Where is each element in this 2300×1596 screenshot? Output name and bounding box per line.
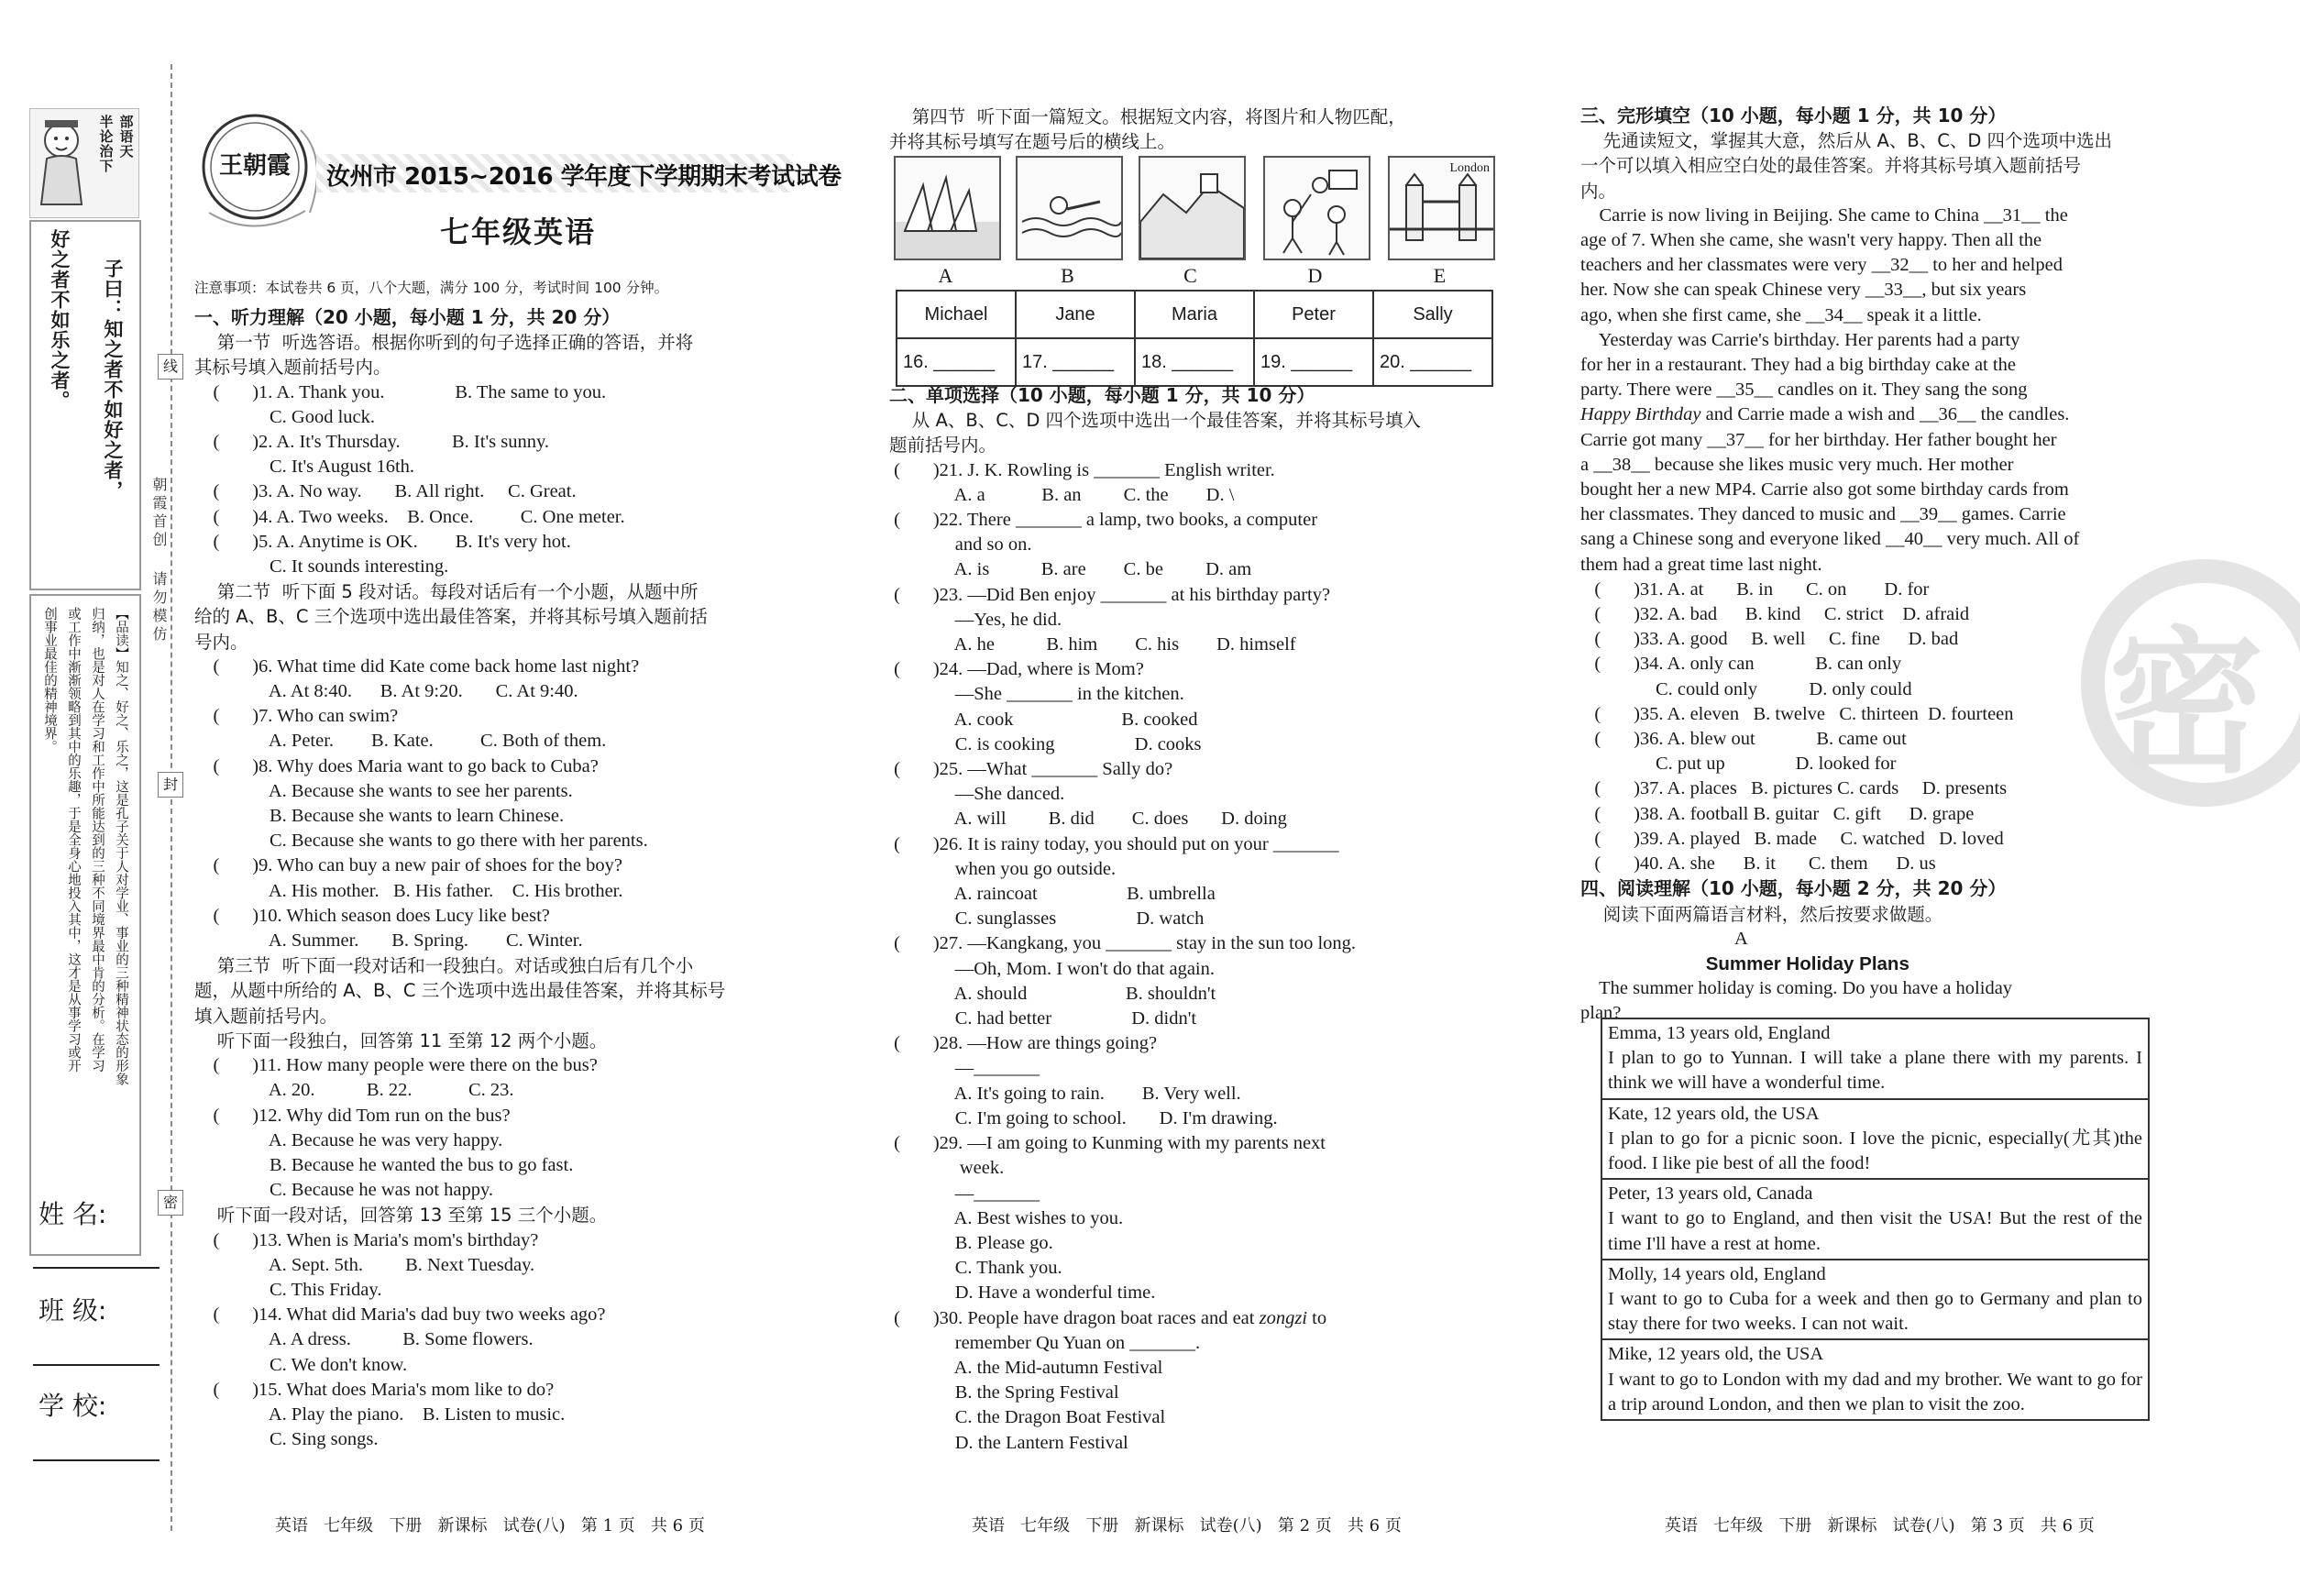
question-line: C. We don't know. (194, 1354, 408, 1375)
question-line: ( )28. —How are things going? (889, 1033, 1158, 1054)
question-line: —Oh, Mom. I won't do that again. (889, 958, 1216, 979)
question-line: A. Summer. B. Spring. C. Winter. (194, 930, 583, 952)
motto-char: 天 (119, 143, 134, 160)
picture-b (1016, 156, 1123, 260)
instruction-line: 内。 (1580, 180, 1617, 202)
question-line: teachers and her classmates were very __32__ to her and helped (1580, 255, 2063, 276)
question-line: for her in a restaurant. They had a big birthday cake at the (1580, 355, 2016, 376)
instruction-line: 一个可以填入相应空白处的最佳答案。并将其标号填入题前括号 (1580, 155, 2082, 177)
question-line: C. could only D. only could (1580, 678, 1912, 699)
question-line: C. put up D. looked for (1580, 754, 1897, 775)
question-line: —_______ (889, 1058, 1040, 1079)
instruction-line: 从 A、B、C、D 四个选项中选出一个最佳答案，并将其标号填入 (889, 410, 1422, 432)
picture-d (1263, 156, 1370, 260)
question-line: ( )33. A. good B. well C. fine D. bad (1580, 629, 1959, 650)
section-4-instruction-line: 第四节 听下面一篇短文。根据短文内容，将图片和人物匹配， (889, 106, 1406, 127)
question-line: A. cook B. cooked (889, 709, 1198, 730)
question-line: C. had better D. didn't (889, 1008, 1197, 1029)
motto-box (29, 108, 139, 218)
question-line: ( )10. Which season does Lucy like best? (194, 905, 550, 926)
question-line: C. the Dragon Boat Festival (889, 1407, 1166, 1428)
pindu-line-4: 创事业最佳的精神境界。 (42, 607, 57, 754)
basketball-icon (1265, 158, 1369, 259)
plan-text: I want to go to England, and then visit the USA! But the rest of the time I'll have a rest at home. (1608, 1208, 2142, 1254)
question-line: A. is B. are C. be D. am (889, 559, 1252, 580)
instruction-line: 第一节 听选答语。根据你听到的句子选择正确的答语，并将 (194, 332, 694, 354)
instruction-line: 听下面一段独白，回答第 11 至第 12 两个小题。 (194, 1029, 608, 1051)
question-line: A. At 8:40. B. At 9:20. C. At 9:40. (194, 681, 578, 702)
section-heading: 一、听力理解（20 小题，每小题 1 分，共 20 分） (194, 306, 621, 328)
answer-blank-20[interactable]: 20. ______ (1373, 338, 1492, 386)
instruction-line: 听下面一段对话，回答第 13 至第 15 三个小题。 (194, 1205, 608, 1227)
question-line: her. Now she can speak Chinese very __33__, but six years (1580, 280, 2027, 301)
question-line: ( )11. How many people were there on the bus? (194, 1055, 598, 1076)
question-line: D. Have a wonderful time. (889, 1282, 1156, 1304)
pindu-box (29, 594, 141, 1256)
question-line: D. the Lantern Festival (889, 1432, 1128, 1453)
plan-text: I plan to go to Yunnan. I will take a plane there with my parents. I think we will have a wonderful time. (1608, 1048, 2142, 1094)
motto-char: 下 (99, 158, 114, 174)
question-line: sang a Chinese song and everyone liked __40__ very much. All of (1580, 529, 2080, 550)
section-4-instruction-line: 并将其标号填写在题号后的横线上。 (889, 131, 1176, 153)
quote-line-1: 好之者不如乐之者。 (49, 229, 71, 411)
picture-c (1139, 156, 1246, 260)
plan-author: Kate, 12 years old, the USA (1608, 1103, 1820, 1124)
question-line: C. Thank you. (889, 1258, 1062, 1279)
school-label: 学 校: (39, 1391, 107, 1421)
matching-table (896, 290, 1493, 387)
instruction-line: 给的 A、B、C 三个选项中选出最佳答案，并将其标号填入题前括 (194, 606, 708, 628)
question-line: Carrie is now living in Beijing. She came to China __31__ the (1580, 204, 2068, 226)
answer-blank-19[interactable]: 19. ______ (1254, 338, 1373, 386)
instruction-line: 其标号填入题前括号内。 (194, 357, 391, 379)
logo-text: 王朝霞 (218, 152, 291, 180)
answer-blank-17[interactable]: 17. ______ (1016, 338, 1135, 386)
page-3-column (1580, 104, 2195, 1027)
question-line: B. Because she wants to learn Chinese. (194, 806, 565, 827)
page-1-footer: 英语 七年级 下册 新课标 试卷(八) 第 1 页 共 6 页 (275, 1516, 705, 1535)
motto-text (96, 115, 137, 173)
question-line: them had a great time last night. (1580, 554, 1822, 575)
exam-title: 汝州市 2015~2016 学年度下学期期末考试试卷 (326, 163, 842, 191)
seal-char-mi: 密 (158, 1190, 183, 1216)
plan-author: Mike, 12 years old, the USA (1608, 1344, 1824, 1365)
question-line: The summer holiday is coming. Do you have a holiday (1580, 978, 2013, 999)
question-line: C. I'm going to school. D. I'm drawing. (889, 1107, 1278, 1128)
answer-blank-18[interactable]: 18. ______ (1135, 338, 1254, 386)
question-line: ( )36. A. blew out B. came out (1580, 729, 1907, 750)
picture-label-a: A (938, 264, 953, 287)
instruction-line: 题前括号内。 (889, 435, 997, 457)
question-line: ( )2. A. It's Thursday. B. It's sunny. (194, 432, 550, 453)
motto-char: 部 (119, 114, 134, 130)
question-line: Happy Birthday and Carrie made a wish and __36__ the candles. (1580, 404, 2070, 425)
question-line: ( )12. Why did Tom run on the bus? (194, 1105, 511, 1126)
plan-kate (1602, 1100, 2148, 1181)
picture-a (894, 156, 1001, 260)
question-line: A. raincoat B. umbrella (889, 884, 1216, 905)
question-line: C. Because he was not happy. (194, 1180, 494, 1201)
question-line: ( )32. A. bad B. kind C. strict D. afraid (1580, 604, 1970, 625)
class-field[interactable] (33, 1364, 160, 1366)
question-line: ( )22. There _______ a lamp, two books, a computer (889, 510, 1318, 531)
picture-e (1388, 156, 1495, 260)
question-line: A (1580, 928, 1748, 949)
london-caption: London (1449, 161, 1490, 175)
exam-subtitle: 七年级英语 (440, 215, 597, 249)
question-line: and so on. (889, 534, 1032, 556)
question-line: when you go outside. (889, 858, 1117, 879)
question-line: B. Because he wanted the bus to go fast. (194, 1154, 574, 1175)
page-2-intro (889, 105, 1513, 154)
question-line: B. the Spring Festival (889, 1382, 1119, 1403)
plan-author: Peter, 13 years old, Canada (1608, 1183, 1813, 1205)
instruction-line: 阅读下面两篇语言材料，然后按要求做题。 (1580, 903, 1943, 925)
section-heading: 三、完形填空（10 小题，每小题 1 分，共 10 分） (1580, 105, 2007, 127)
question-line: ( )24. —Dad, where is Mom? (889, 659, 1144, 680)
question-line: A. a B. an C. the D. \ (889, 484, 1235, 505)
holiday-plans-table (1601, 1018, 2150, 1421)
motto-char: 半 (99, 114, 114, 130)
question-line: Carrie got many __37__ for her birthday. Her father bought her (1580, 429, 2057, 450)
question-line: ( )6. What time did Kate come back home last night? (194, 655, 640, 677)
page-1-column (194, 305, 818, 1452)
plan-text: I want to go to London with my dad and my brother. We want to go for a trip around London, and then we plan to visit the zoo. (1608, 1369, 2142, 1414)
question-line: ( )34. A. only can B. can only (1580, 654, 1902, 675)
plan-text: I plan to go for a picnic soon. I love the picnic, especially(尤其)the food. I like pie best of all the food! (1608, 1128, 2142, 1174)
question-line: A. Because she wants to see her parents. (194, 780, 573, 801)
warning-vertical-text: 朝霞首创 请勿模仿 (150, 477, 168, 644)
question-line: week. (889, 1158, 1005, 1179)
table-header-maria: Maria (1135, 291, 1254, 338)
school-field[interactable] (33, 1459, 160, 1461)
question-line: C. Because she wants to go there with her parents. (194, 831, 648, 852)
instruction-line: 号内。 (194, 631, 248, 653)
question-line: C. is cooking D. cooks (889, 733, 1202, 754)
instruction-line: 先通读短文，掌握其大意，然后从 A、B、C、D 四个选项中选出 (1580, 130, 2113, 152)
seal-char-xian: 线 (158, 354, 183, 380)
question-line: ( )29. —I am going to Kunming with my parents next (889, 1133, 1326, 1154)
question-line: ( )38. A. football B. guitar C. gift D. grape (1580, 803, 1975, 824)
question-line: —_______ (889, 1183, 1040, 1204)
seal-char-feng: 封 (158, 772, 183, 798)
class-label: 班 级: (39, 1295, 107, 1326)
pindu-line-3: 或工作中渐渐领略到其中的乐趣，于是全身心地投入其中，这才是从事学习或开 (66, 607, 81, 1073)
question-line: A. Sept. 5th. B. Next Tuesday. (194, 1254, 535, 1275)
question-line: A. Peter. B. Kate. C. Both of them. (194, 731, 607, 752)
italic-term: Happy Birthday (1580, 404, 1701, 425)
pindu-line-1: 【品读】知之、好之、乐之，这是孔子关于人对学业、事业的三种精神状态的形象 (114, 607, 128, 1085)
picture-label-d: D (1307, 264, 1323, 287)
section-heading: 二、单项选择（10 小题，每小题 1 分，共 10 分） (889, 384, 1315, 406)
question-line: ( )4. A. Two weeks. B. Once. C. One meter. (194, 506, 625, 527)
question-line: C. This Friday. (194, 1279, 382, 1300)
question-line: A. It's going to rain. B. Very well. (889, 1083, 1241, 1104)
question-line: party. There were __35__ candles on it. They sang the song (1580, 380, 2028, 401)
plan-emma (1602, 1019, 2148, 1100)
question-line: ago, when she first came, she __34__ speak it a little. (1580, 304, 1982, 325)
pindu-line-2: 归纳，也是对人在学习和工作中所能达到的三种不同境界最中肯的分析。在学习 (90, 607, 105, 1073)
question-line: C. Sing songs. (194, 1429, 379, 1450)
quote-box (29, 220, 141, 590)
plan-author: Molly, 14 years old, England (1608, 1263, 1826, 1284)
seal-dashed-line (171, 64, 172, 1531)
question-line: A. should B. shouldn't (889, 983, 1216, 1004)
scholar-figure-icon (34, 113, 98, 214)
table-header-peter: Peter (1254, 291, 1373, 338)
question-line: ( )1. A. Thank you. B. The same to you. (194, 381, 607, 402)
question-line: A. he B. him C. his D. himself (889, 634, 1296, 655)
question-line: ( )37. A. places B. pictures C. cards D. presents (1580, 778, 2008, 799)
quote-line-2: 子曰：知之者不如好之者， (102, 259, 124, 501)
picture-label-c: C (1183, 264, 1197, 287)
table-header-sally: Sally (1373, 291, 1492, 338)
question-line: A. will B. did C. does D. doing (889, 809, 1287, 830)
question-line: a __38__ because she likes music very much. Her mother (1580, 454, 2014, 475)
question-line: ( )9. Who can buy a new pair of shoes for the boy? (194, 855, 623, 876)
question-line: C. Good luck. (194, 406, 376, 427)
page-2-footer: 英语 七年级 下册 新课标 试卷(八) 第 2 页 共 6 页 (972, 1516, 1402, 1535)
motto-char: 治 (99, 143, 114, 160)
question-line: ( )35. A. eleven B. twelve C. thirteen D. fourteen (1580, 703, 2014, 724)
question-line: her classmates. They danced to music and __39__ games. Carrie (1580, 504, 2066, 525)
page-2-column (889, 383, 1522, 1456)
question-line: Yesterday was Carrie's birthday. Her parents had a party (1580, 329, 2020, 350)
question-line: ( )23. —Did Ben enjoy _______ at his birthday party? (889, 584, 1331, 605)
question-line: —She danced. (889, 784, 1065, 805)
question-line: ( )25. —What _______ Sally do? (889, 759, 1173, 780)
question-line: —Yes, he did. (889, 609, 1062, 630)
opera-house-icon (896, 158, 999, 259)
picture-label-e: E (1433, 264, 1447, 287)
question-line: A. Best wishes to you. (889, 1207, 1124, 1228)
name-label: 姓 名: (39, 1199, 107, 1229)
question-line: Summer Holiday Plans (1580, 952, 1909, 974)
italic-term: zongzi (1259, 1307, 1307, 1328)
question-line: ( )31. A. at B. in C. on D. for (1580, 578, 1930, 600)
picture-label-b: B (1061, 264, 1074, 287)
question-line: ( )40. A. she B. it C. them D. us (1580, 853, 1936, 875)
plan-molly (1602, 1260, 2148, 1341)
question-line: A. Play the piano. B. Listen to music. (194, 1403, 566, 1425)
instruction-line: 题，从题中所给的 A、B、C 三个选项中选出最佳答案，并将其标号 (194, 980, 726, 1002)
question-line: ( )27. —Kangkang, you _______ stay in the sun too long. (889, 933, 1357, 954)
question-line: ( )14. What did Maria's dad buy two weeks ago? (194, 1304, 606, 1326)
name-field[interactable] (33, 1267, 160, 1269)
question-line: A. A dress. B. Some flowers. (194, 1329, 534, 1350)
plan-peter (1602, 1180, 2148, 1260)
question-line: C. sunglasses D. watch (889, 908, 1205, 930)
watermark-char: 密 (2108, 613, 2265, 795)
great-wall-icon (1140, 158, 1244, 259)
plan-text: I want to go to Cuba for a week and then go to Germany and plan to stay there for two weeks. I can not wait. (1608, 1289, 2142, 1335)
instruction-line: 填入题前括号内。 (194, 1005, 338, 1027)
page-3-footer: 英语 七年级 下册 新课标 试卷(八) 第 3 页 共 6 页 (1665, 1516, 2095, 1535)
left-strip (29, 108, 141, 1162)
question-line: C. It sounds interesting. (194, 556, 449, 578)
motto-char: 论 (99, 128, 114, 145)
plan-author: Emma, 13 years old, England (1608, 1023, 1831, 1043)
question-line: ( )13. When is Maria's mom's birthday? (194, 1229, 539, 1250)
question-line: ( )3. A. No way. B. All right. C. Great. (194, 481, 577, 502)
question-line: ( )5. A. Anytime is OK. B. It's very hot. (194, 531, 571, 552)
question-line: A. Because he was very happy. (194, 1129, 503, 1150)
question-line: plan? (1580, 1003, 1622, 1024)
notice-text: 注意事项：本试卷共 6 页，八个大题，满分 100 分，考试时间 100 分钟。 (194, 280, 669, 296)
question-line: C. It's August 16th. (194, 457, 415, 478)
question-line: age of 7. When she came, she wasn't very happy. Then all the (1580, 230, 2042, 251)
question-line: ( )39. A. played B. made C. watched D. loved (1580, 828, 2004, 849)
question-line: ( )7. Who can swim? (194, 706, 399, 727)
question-line: A. His mother. B. His father. C. His brother. (194, 880, 623, 901)
question-line: ( )21. J. K. Rowling is _______ English writer. (889, 459, 1275, 480)
swimming-icon (1018, 158, 1121, 259)
question-line: remember Qu Yuan on _______. (889, 1332, 1201, 1353)
question-line: B. Please go. (889, 1232, 1053, 1253)
question-line: ( )30. People have dragon boat races and eat zongzi to (889, 1307, 1327, 1328)
answer-blank-16[interactable]: 16. ______ (897, 338, 1016, 386)
plan-mike (1602, 1340, 2148, 1419)
question-line: ( )26. It is rainy today, you should put on your _______ (889, 833, 1339, 854)
instruction-line: 第三节 听下面一段对话和一段独白。对话或独白后有几个小 (194, 955, 694, 977)
instruction-line: 第二节 听下面 5 段对话。每段对话后有一个小题，从题中所 (194, 581, 699, 603)
question-line: bought her a new MP4. Carrie also got some birthday cards from (1580, 479, 2069, 501)
table-header-jane: Jane (1016, 291, 1135, 338)
question-line: A. 20. B. 22. C. 23. (194, 1080, 514, 1101)
question-line: ( )8. Why does Maria want to go back to Cuba? (194, 755, 599, 776)
section-heading: 四、阅读理解（10 小题，每小题 2 分，共 20 分） (1580, 877, 2007, 900)
question-line: —She _______ in the kitchen. (889, 684, 1184, 705)
question-line: ( )15. What does Maria's mom like to do? (194, 1379, 555, 1400)
question-line: A. the Mid-autumn Festival (889, 1357, 1163, 1378)
motto-char: 语 (119, 128, 134, 145)
table-header-michael: Michael (897, 291, 1016, 338)
